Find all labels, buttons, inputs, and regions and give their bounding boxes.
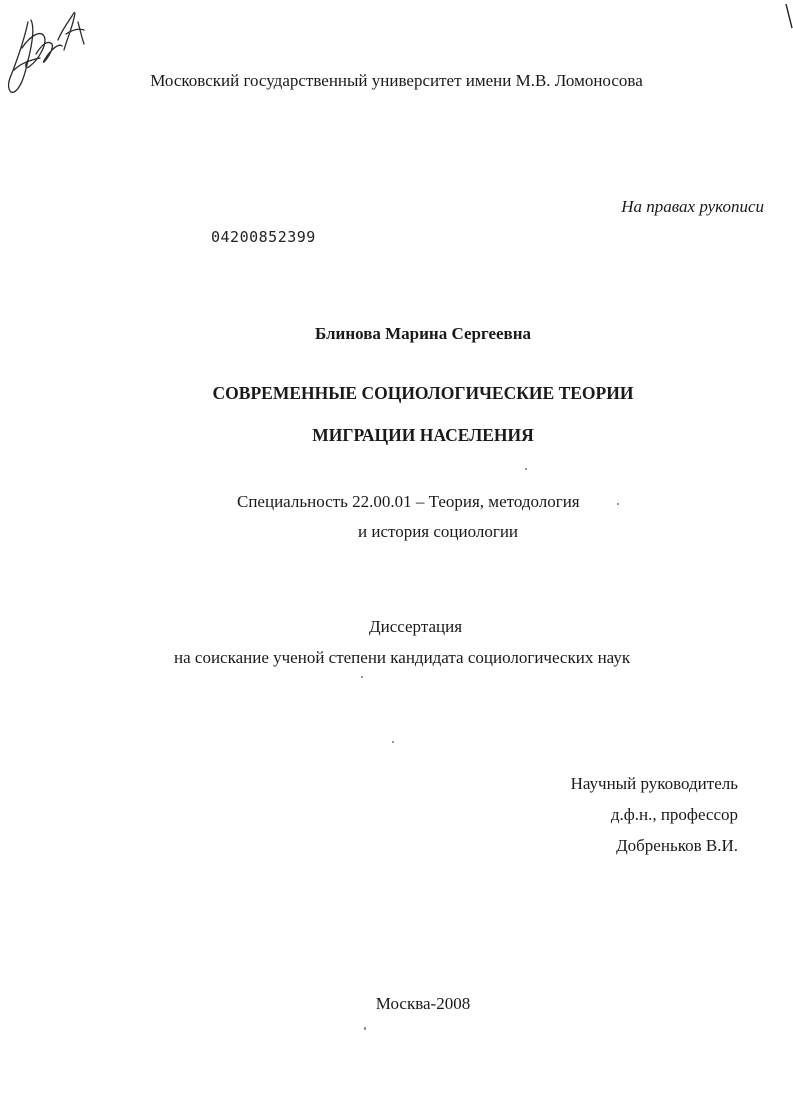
scan-speck xyxy=(617,503,619,505)
scan-speck xyxy=(392,741,394,743)
supervisor-degree: д.ф.н., профессор xyxy=(610,805,738,824)
scan-speck xyxy=(361,676,363,678)
scan-speck xyxy=(364,1027,366,1030)
university-name: Московский государственный университет имени М.В. Ломоносова xyxy=(150,71,643,90)
author-name: Блинова Марина Сергеевна xyxy=(314,324,532,343)
specialty-line-2: и история социологии xyxy=(358,522,519,541)
thesis-title-line-2: МИГРАЦИИ НАСЕЛЕНИЯ xyxy=(312,425,534,445)
supervisor-label: Научный руководитель xyxy=(570,774,738,793)
scan-edge-mark xyxy=(770,0,793,40)
supervisor-name: Добреньков В.И. xyxy=(616,836,738,855)
document-type: Диссертация xyxy=(369,617,463,636)
city-year: Москва-2008 xyxy=(375,994,471,1013)
specialty-line-1: Специальность 22.00.01 – Теория, методология xyxy=(237,492,580,511)
degree-sought: на соискание ученой степени кандидата социологических наук xyxy=(174,648,631,667)
document-number: 04200852399 xyxy=(211,228,316,246)
rights-note: На правах рукописи xyxy=(621,197,764,216)
thesis-title-line-1: СОВРЕМЕННЫЕ СОЦИОЛОГИЧЕСКИЕ ТЕОРИИ xyxy=(212,383,634,403)
scan-speck xyxy=(525,468,527,470)
